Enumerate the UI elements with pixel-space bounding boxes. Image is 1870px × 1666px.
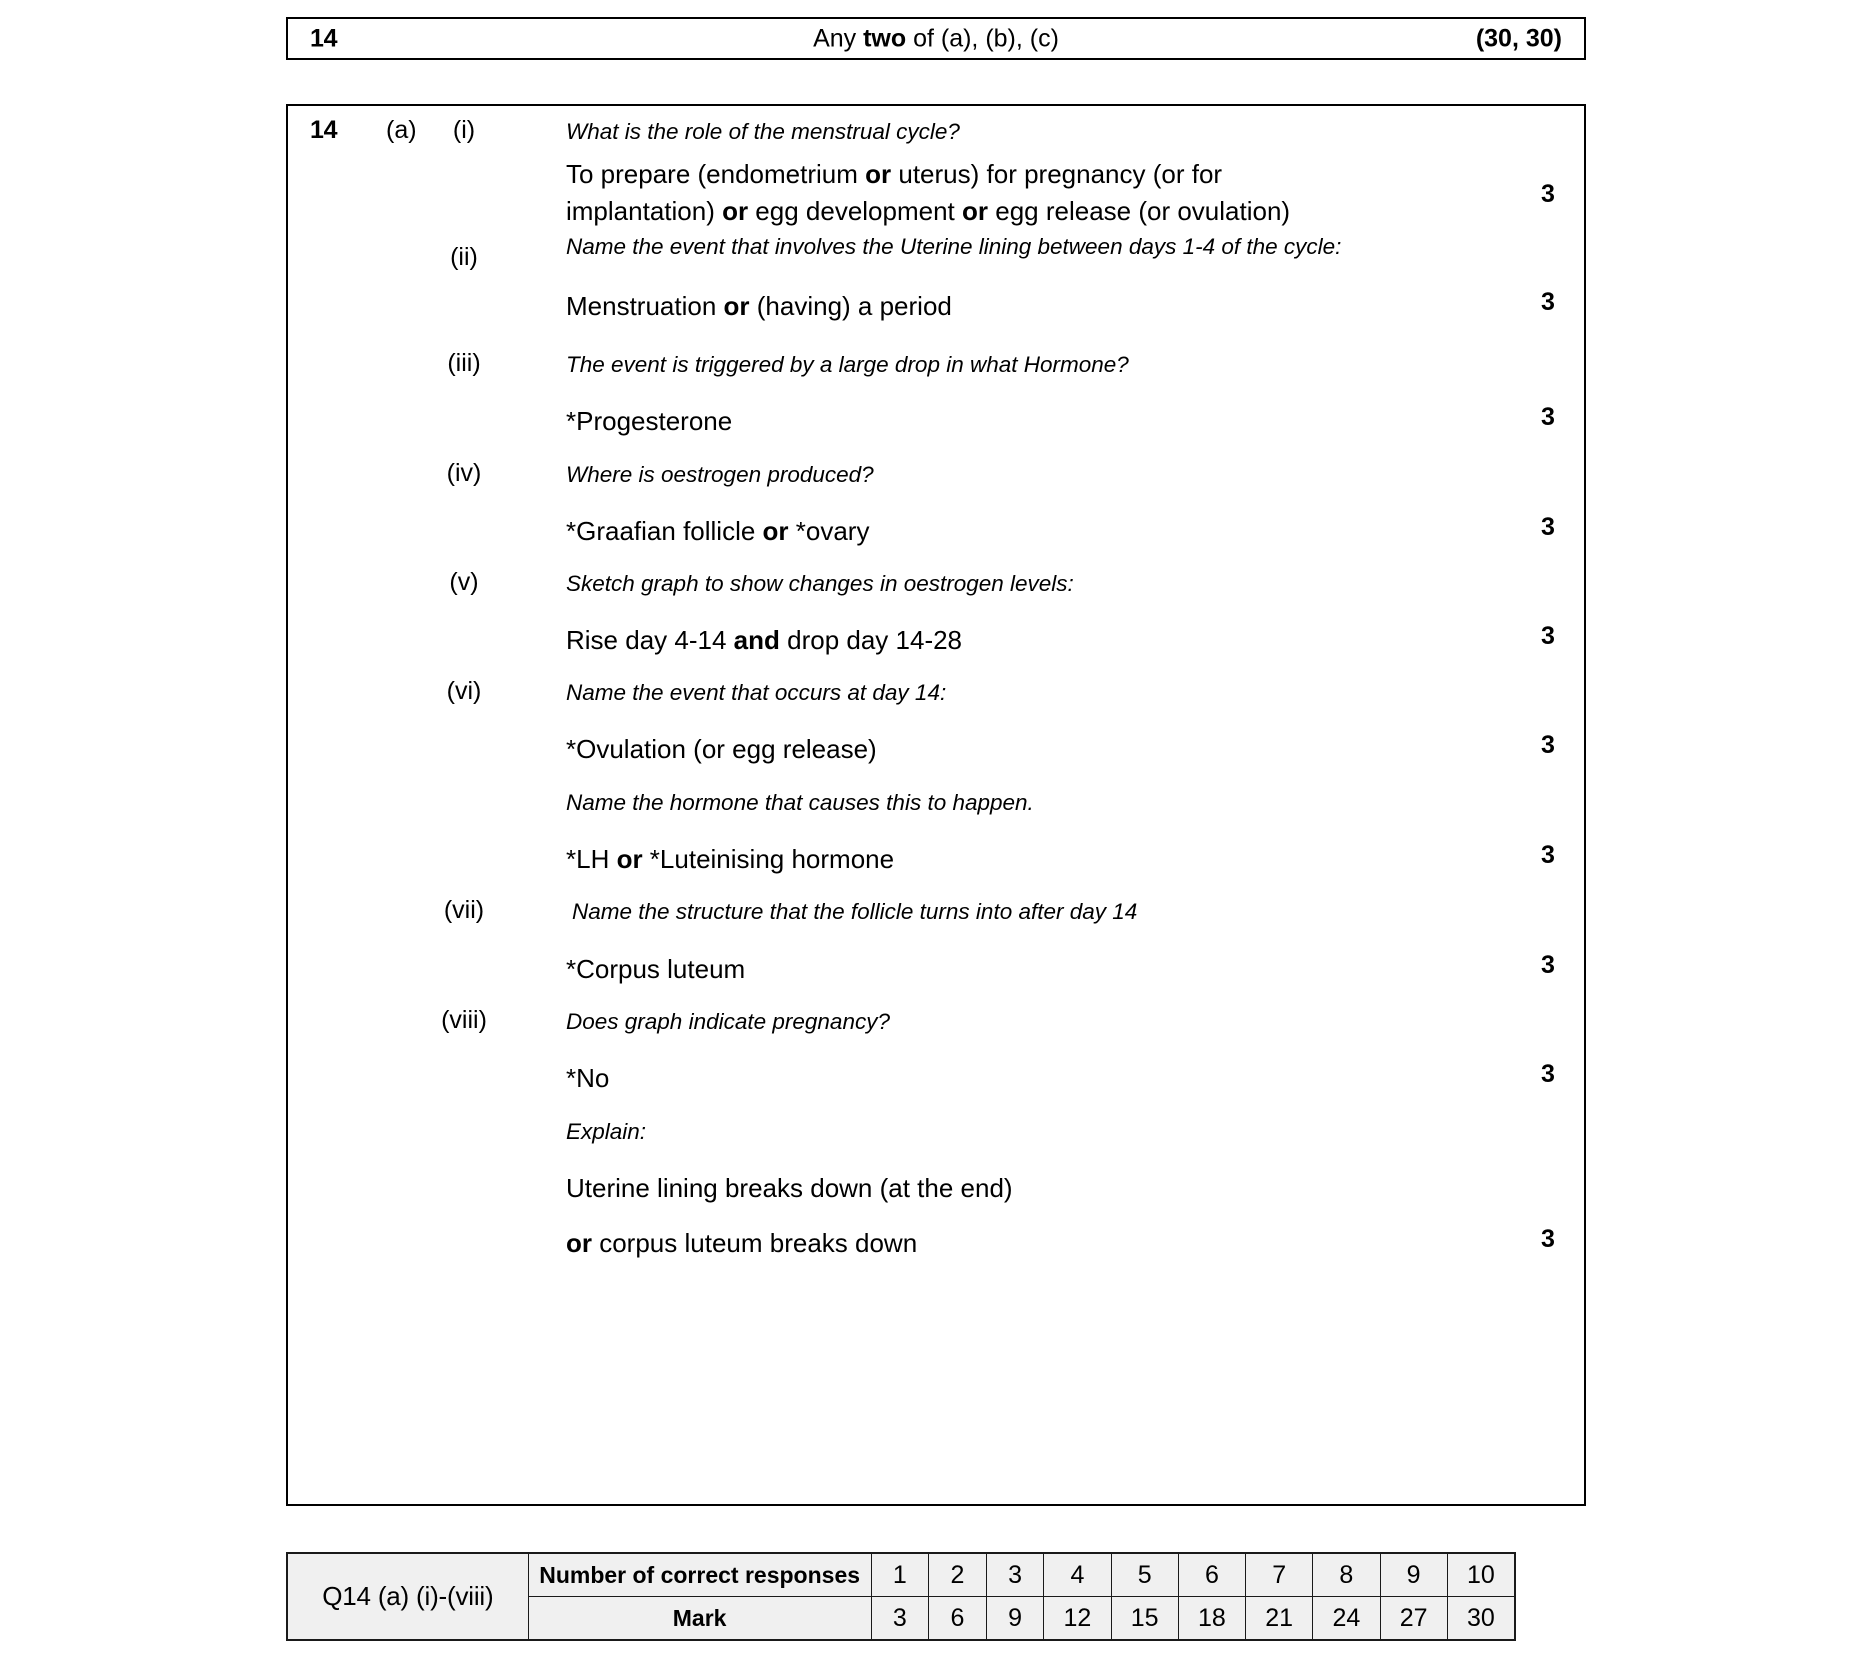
answer-iv-pre: *Graafian follicle <box>566 516 763 546</box>
question-header-box <box>286 17 1586 60</box>
answer-iv-post: *ovary <box>788 516 870 546</box>
roman-label-ii: (ii) <box>450 243 478 271</box>
answer-text-i <box>566 156 1506 230</box>
marking-grid-row1-header: Number of correct responses <box>528 1554 871 1597</box>
answer-scheme-box <box>286 104 1586 1506</box>
marking-grid <box>288 1554 1514 1639</box>
roman-label-iii: (iii) <box>447 349 481 377</box>
mark-item-iv: 3 <box>1541 513 1555 541</box>
answer-i-l2-post: egg release (or ovulation) <box>988 195 1291 226</box>
question-text-vii: Name the structure that the follicle turns into after day 14 <box>572 899 1138 924</box>
answer-i-l2-pre: implantation) <box>566 195 723 226</box>
answer-iv-bold: or <box>762 516 789 546</box>
roman-label-v: (v) <box>449 568 479 596</box>
answer-vi2-pre: *LH <box>566 844 617 874</box>
answer-box-question-number: 14 <box>310 116 338 144</box>
responses-cell-10: 10 <box>1447 1554 1514 1597</box>
answer-ii-post: (having) a period <box>749 291 952 321</box>
answer-ii-pre: Menstruation <box>566 291 724 321</box>
answer-i-l1-pre: To prepare (endometrium <box>566 159 866 189</box>
answer-v-post: drop day 14-28 <box>779 625 963 655</box>
mark-cell-7: 21 <box>1246 1597 1313 1640</box>
answer-i-l2-bold1: or <box>722 195 749 226</box>
question-text-iv: Where is oestrogen produced? <box>566 462 874 487</box>
question-text-ii: Name the event that involves the Uterine lining between days 1-4 of the cycle: <box>566 234 1342 259</box>
responses-cell-3: 3 <box>986 1554 1044 1597</box>
roman-label-iv: (iv) <box>446 459 482 487</box>
answer-box-part-label: (a) <box>386 116 417 144</box>
answer-text-v <box>566 622 1506 659</box>
roman-label-viii: (viii) <box>441 1006 487 1034</box>
question-text-vi-2: Name the hormone that causes this to happen. <box>566 790 1034 815</box>
mark-cell-3: 9 <box>986 1597 1044 1640</box>
mark-cell-4: 12 <box>1044 1597 1111 1640</box>
mark-item-v: 3 <box>1541 622 1555 650</box>
mark-cell-5: 15 <box>1111 1597 1178 1640</box>
mark-cell-6: 18 <box>1178 1597 1245 1640</box>
answer-i-l2-bold2: or <box>962 195 989 226</box>
answer-i-l1-post: uterus) for pregnancy (or for <box>891 159 1223 189</box>
explain-text-line2 <box>566 1225 1506 1262</box>
answer-text-vii: *Corpus luteum <box>566 954 746 984</box>
answer-i-l1-bold: or <box>865 159 892 189</box>
responses-cell-4: 4 <box>1044 1554 1111 1597</box>
answer-text-vi-2 <box>566 841 1506 878</box>
answer-text-ii <box>566 288 1506 325</box>
header-question-number: 14 <box>310 24 338 52</box>
header-total-marks: (30, 30) <box>1475 24 1562 52</box>
responses-cell-7: 7 <box>1246 1554 1313 1597</box>
responses-cell-2: 2 <box>929 1554 987 1597</box>
mark-cell-10: 30 <box>1447 1597 1514 1640</box>
mark-item-iii: 3 <box>1541 403 1555 431</box>
mark-cell-8: 24 <box>1313 1597 1380 1640</box>
mark-cell-9: 27 <box>1380 1597 1447 1640</box>
answer-v-pre: Rise day 4-14 <box>566 625 734 655</box>
responses-cell-9: 9 <box>1380 1554 1447 1597</box>
answer-text-viii: *No <box>566 1063 610 1093</box>
question-text-v: Sketch graph to show changes in oestrogen levels: <box>566 571 1074 596</box>
marking-grid-row2-header: Mark <box>528 1597 871 1640</box>
explain-line2-bold: or <box>566 1228 592 1258</box>
answer-ii-bold: or <box>723 291 750 321</box>
answer-vi2-bold: or <box>616 844 643 874</box>
answer-v-bold: and <box>733 625 780 655</box>
roman-label-i: (i) <box>452 116 476 144</box>
roman-label-vii: (vii) <box>443 896 485 924</box>
header-instruction-suffix: of (a), (b), (c) <box>906 24 1059 52</box>
mark-item-viii: 3 <box>1541 1060 1555 1088</box>
mark-item-viii-explain: 3 <box>1541 1225 1555 1253</box>
responses-cell-6: 6 <box>1178 1554 1245 1597</box>
mark-item-i: 3 <box>1541 180 1555 208</box>
explain-label: Explain: <box>566 1119 647 1144</box>
responses-cell-1: 1 <box>871 1554 929 1597</box>
mark-cell-1: 3 <box>871 1597 929 1640</box>
answer-text-iv <box>566 513 1506 550</box>
mark-cell-2: 6 <box>929 1597 987 1640</box>
marking-grid-container <box>286 1552 1516 1641</box>
table-row <box>288 1554 1514 1597</box>
mark-item-ii: 3 <box>1541 288 1555 316</box>
question-text-iii: The event is triggered by a large drop in what Hormone? <box>566 352 1129 377</box>
responses-cell-5: 5 <box>1111 1554 1178 1597</box>
explain-line2-post: corpus luteum breaks down <box>592 1228 918 1258</box>
mark-item-vii: 3 <box>1541 951 1555 979</box>
question-text-vi: Name the event that occurs at day 14: <box>566 680 947 705</box>
question-text-viii: Does graph indicate pregnancy? <box>566 1009 890 1034</box>
header-instruction-emphasis: two <box>863 24 907 52</box>
roman-label-vi: (vi) <box>446 677 482 705</box>
responses-cell-8: 8 <box>1313 1554 1380 1597</box>
mark-item-vi: 3 <box>1541 731 1555 759</box>
answer-i-l2-mid: egg development <box>748 195 963 226</box>
explain-text-line1: Uterine lining breaks down (at the end) <box>566 1173 1013 1203</box>
answer-text-vi: *Ovulation (or egg release) <box>566 734 877 764</box>
answer-text-iii: *Progesterone <box>566 406 733 436</box>
mark-item-vi-2: 3 <box>1541 841 1555 869</box>
header-instruction-prefix: Any <box>813 24 864 52</box>
question-text-i: What is the role of the menstrual cycle? <box>566 119 960 144</box>
header-instruction <box>288 24 1584 53</box>
answer-vi2-post: *Luteinising hormone <box>642 844 895 874</box>
marking-grid-question-label: Q14 (a) (i)-(viii) <box>288 1554 528 1639</box>
